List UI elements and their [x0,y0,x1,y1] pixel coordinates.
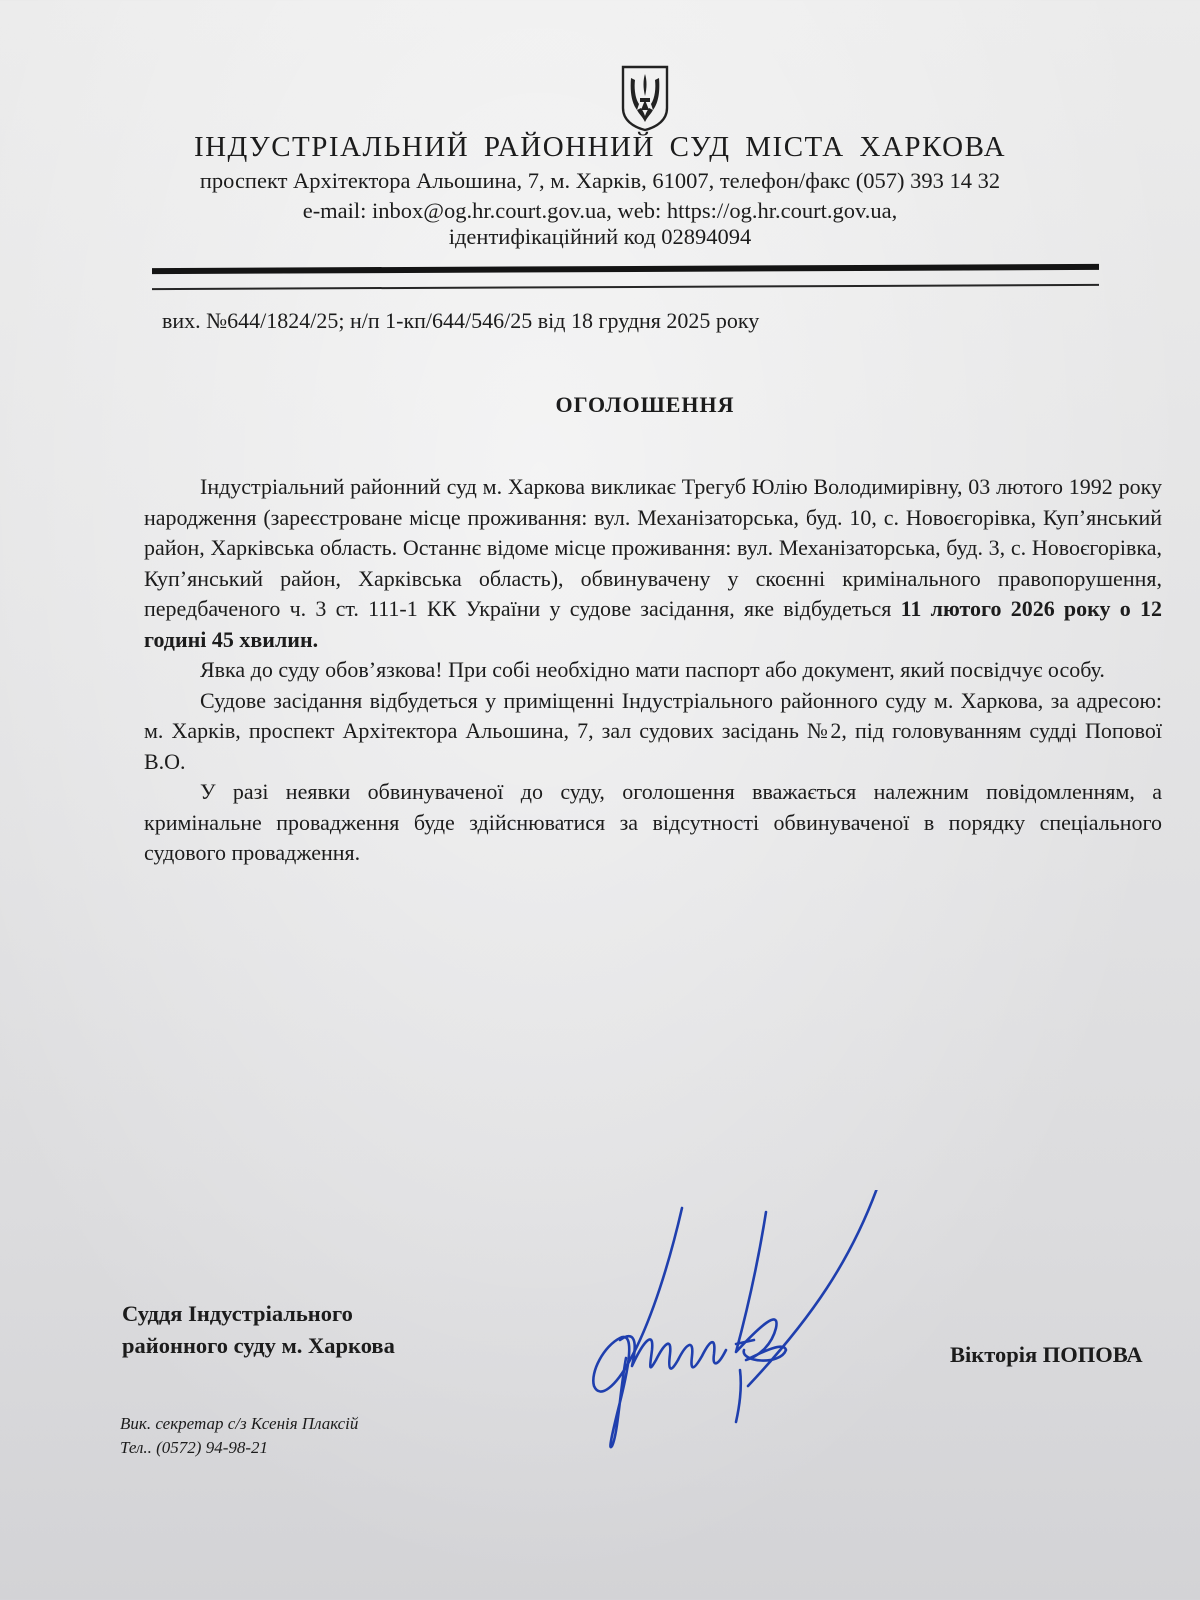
executor-secretary: Вик. секретар с/з Ксенія Плаксій [120,1414,359,1433]
summons-text: Індустріальний районний суд м. Харкова викликає Трегуб Юлію Володимирівну, 03 лютого 1992 року народження (зареєстроване місце проживання: вул. Механізаторська, буд. 10, с. Новоєгорівка, Куп’янський район, Харківська область. Останнє відоме місце проживання: вул. Механізаторська, буд. 3, с. Новоєгорівка, Куп’янський район, Харківська область), обвинувачену у скоєнні кримінального правопорушення, передбаченого ч. 3 ст. 111-1 КК України у судове засідання, яке відбудеться [144,474,1162,621]
paragraph-venue: Судове засідання відбудеться у приміщенні Індустріального районного суду м. Харкова, за адресою: м. Харків, проспект Архітектора Альошина, 7, зал судових засідань №2, під головуванням судді Попової В.О. [144,687,1162,774]
signer-position [122,1298,395,1362]
header-divider-thick [152,264,1099,274]
signer-name: Вікторія ПОПОВА [950,1342,1143,1367]
outgoing-reference: вих. №644/1824/25; н/п 1-кп/644/546/25 від 18 грудня 2025 року [162,308,760,333]
signer-position-line-2: районного суду м. Харкова [122,1333,395,1358]
hearing-datetime: 11 лютого 2026 року о 12 годині 45 хвилин. [144,596,1162,652]
executor-phone: Тел.. (0572) 94-98-21 [120,1438,269,1457]
announcement-body [144,472,1162,869]
executor-info [120,1412,358,1460]
header-divider-thin [152,284,1099,290]
signer-position-line-1: Суддя Індустріального [122,1301,353,1326]
paragraph-attendance: Явка до суду обов’язкова! При собі необхідно мати паспорт або документ, який посвідчує особу. [200,657,1105,682]
tryzub-coat-of-arms-icon [619,64,671,132]
document-title: ОГОЛОШЕННЯ [555,392,735,417]
handwritten-signature [590,1190,880,1470]
court-contacts: e-mail: inbox@og.hr.court.gov.ua, web: https://og.hr.court.gov.ua, [302,198,898,223]
court-name: ІНДУСТРІАЛЬНИЙ РАЙОННИЙ СУД МІСТА ХАРКОВА [193,131,1007,163]
paragraph-summons [144,472,1162,655]
court-address: проспект Архітектора Альошина, 7, м. Харків, 61007, телефон/факс (057) 393 14 32 [199,168,1001,193]
court-id-code: ідентифікаційний код 02894094 [448,224,752,249]
paragraph-consequences: У разі неявки обвинуваченої до суду, оголошення вважається належним повідомленням, а кримінальне провадження буде здійснюватися за відсутності обвинуваченої в порядку спеціального судового провадження. [144,779,1162,865]
